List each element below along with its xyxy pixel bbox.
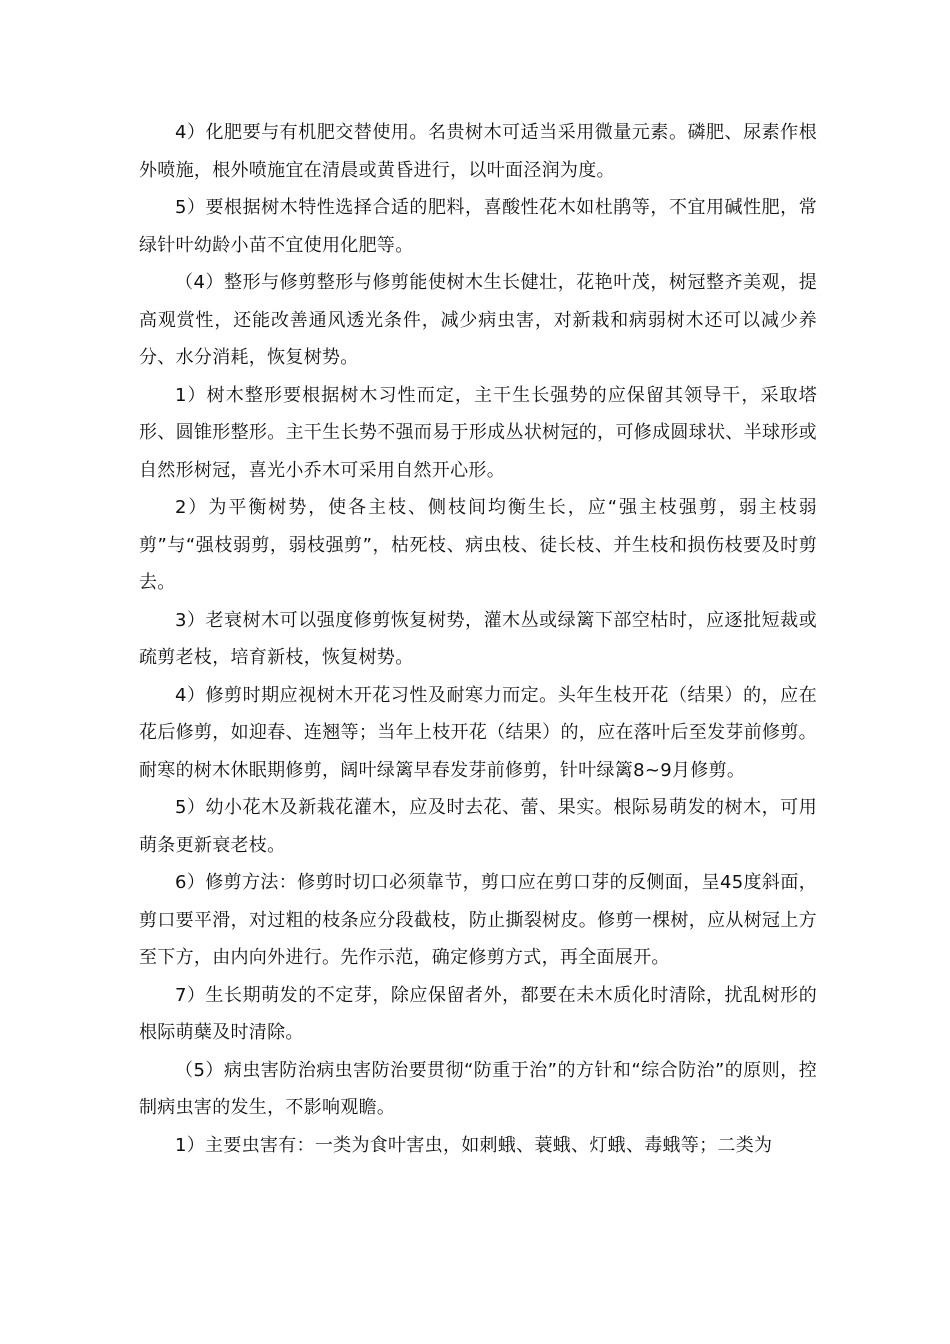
paragraph-pruning-4: 4）修剪时期应视树木开花习性及耐寒力而定。头年生枝开花（结果）的，应在花后修剪，如迎春、连翘等；当年上枝开花（结果）的，应在落叶后至发芽前修剪。耐寒的树木休眠期修剪，阔叶绿篱早春发芽前修剪，针叶绿篱8~9月修剪。 <box>139 684 817 781</box>
paragraph-pruning-7: 7）生长期萌发的不定芽，除应保留者外，都要在未木质化时清除，扰乱树形的根际萌蘖及时清除。 <box>139 984 817 1043</box>
paragraph-pruning-intro: （4）整形与修剪整形与修剪能使树木生长健壮，花艳叶茂，树冠整齐美观，提高观赏性，还能改善通风透光条件，减少病虫害，对新栽和病弱树木还可以减少养分、水分消耗，恢复树势。 <box>139 272 817 368</box>
paragraph-fertilizer-5: 5）要根据树木特性选择合适的肥料，喜酸性花木如杜鹃等，不宜用碱性肥，常绿针叶幼龄小苗不宜使用化肥等。 <box>139 197 817 256</box>
paragraph-pruning-6: 6）修剪方法：修剪时切口必须靠节，剪口应在剪口芽的反侧面，呈45度斜面，剪口要平滑，对过粗的枝条应分段截枝，防止撕裂树皮。修剪一棵树，应从树冠上方至下方，由内向外进行。先作示范，确定修剪方式，再全面展开。 <box>139 872 817 968</box>
paragraph-fertilizer-4: 4）化肥要与有机肥交替使用。名贵树木可适当采用微量元素。磷肥、尿素作根外喷施，根外喷施宜在清晨或黄昏进行，以叶面泾润为度。 <box>139 122 817 181</box>
paragraph-pest-1: 1）主要虫害有：一类为食叶害虫，如刺蛾、蓑蛾、灯蛾、毒蛾等；二类为 <box>175 1134 773 1156</box>
paragraph-pruning-1: 1）树木整形要根据树木习性而定，主干生长强势的应保留其领导干，采取塔形、圆锥形整形。主干生长势不强而易于形成丛状树冠的，可修成圆球状、半球形或自然形树冠，喜光小乔木可采用自然开心形。 <box>139 384 817 481</box>
paragraph-pruning-3: 3）老衰树木可以强度修剪恢复树势，灌木丛或绿篱下部空枯时，应逐批短裁或疏剪老枝，培育新枝，恢复树势。 <box>139 609 817 668</box>
document-body <box>139 114 817 1164</box>
paragraph-pruning-5: 5）幼小花木及新栽花灌木，应及时去花、蕾、果实。根际易萌发的树木，可用萌条更新衰老枝。 <box>139 797 817 856</box>
paragraph-pruning-2: 2）为平衡树势，使各主枝、侧枝间均衡生长，应“强主枝强剪，弱主枝弱剪”与“强枝弱剪，弱枝强剪”，枯死枝、病虫枝、徒长枝、并生枝和损伤枝要及时剪去。 <box>139 497 817 593</box>
paragraph-pest-intro: （5）病虫害防治病虫害防治要贯彻“防重于治”的方针和“综合防治”的原则，控制病虫害的发生，不影响观瞻。 <box>139 1059 817 1118</box>
